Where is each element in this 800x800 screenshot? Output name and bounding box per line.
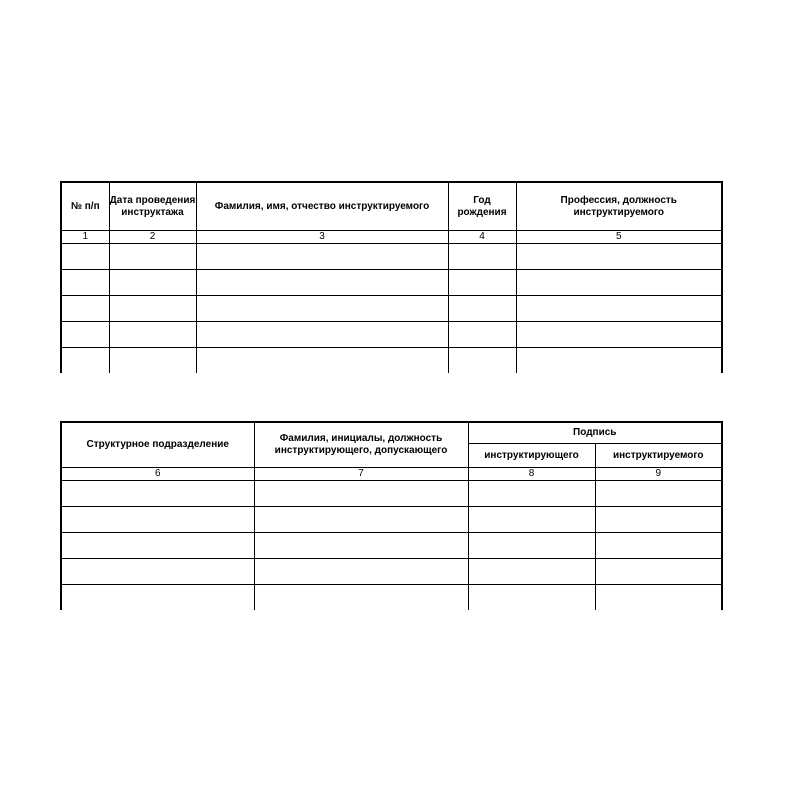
empty-cell[interactable] <box>595 507 722 533</box>
column-number: 6 <box>61 468 254 481</box>
table-row <box>61 559 722 585</box>
empty-cell[interactable] <box>254 533 468 559</box>
empty-cell[interactable] <box>516 348 722 374</box>
empty-cell[interactable] <box>468 585 595 611</box>
table-row <box>61 270 722 296</box>
empty-cell[interactable] <box>595 533 722 559</box>
empty-cell[interactable] <box>109 348 196 374</box>
header-signature-instructor: инструктирующего <box>468 444 595 468</box>
empty-cell[interactable] <box>468 507 595 533</box>
header-trainee-name: Фамилия, имя, отчество инструктируемого <box>196 182 448 231</box>
table-row <box>61 533 722 559</box>
empty-cell[interactable] <box>109 244 196 270</box>
empty-cell[interactable] <box>109 270 196 296</box>
empty-cell[interactable] <box>61 244 109 270</box>
header-signature: Подпись <box>468 422 722 444</box>
empty-cell[interactable] <box>196 322 448 348</box>
table-row <box>61 481 722 507</box>
column-number: 5 <box>516 231 722 244</box>
empty-cell[interactable] <box>61 322 109 348</box>
empty-cell[interactable] <box>595 585 722 611</box>
empty-cell[interactable] <box>448 244 516 270</box>
briefing-table-part1 <box>60 181 723 373</box>
table2-header-row <box>61 422 722 444</box>
empty-cell[interactable] <box>196 244 448 270</box>
empty-cell[interactable] <box>196 270 448 296</box>
empty-cell[interactable] <box>448 322 516 348</box>
empty-cell[interactable] <box>595 481 722 507</box>
empty-cell[interactable] <box>254 559 468 585</box>
table-row <box>61 322 722 348</box>
empty-cell[interactable] <box>516 244 722 270</box>
table2-column-numbers <box>61 468 722 481</box>
header-birth-year: Год рождения <box>448 182 516 231</box>
empty-cell[interactable] <box>468 559 595 585</box>
empty-cell[interactable] <box>254 481 468 507</box>
empty-cell[interactable] <box>61 533 254 559</box>
empty-cell[interactable] <box>254 585 468 611</box>
column-number: 9 <box>595 468 722 481</box>
empty-cell[interactable] <box>109 322 196 348</box>
empty-cell[interactable] <box>448 348 516 374</box>
empty-cell[interactable] <box>61 559 254 585</box>
briefing-table-part2 <box>60 421 723 610</box>
column-number: 8 <box>468 468 595 481</box>
empty-cell[interactable] <box>448 296 516 322</box>
empty-cell[interactable] <box>196 348 448 374</box>
empty-cell[interactable] <box>448 270 516 296</box>
table-row <box>61 296 722 322</box>
header-department: Структурное подразделение <box>61 422 254 468</box>
header-number: № п/п <box>61 182 109 231</box>
column-number: 2 <box>109 231 196 244</box>
empty-cell[interactable] <box>61 585 254 611</box>
column-number: 1 <box>61 231 109 244</box>
table-row <box>61 585 722 611</box>
empty-cell[interactable] <box>516 322 722 348</box>
header-profession: Профессия, должность инструктируемого <box>516 182 722 231</box>
empty-cell[interactable] <box>109 296 196 322</box>
empty-cell[interactable] <box>516 296 722 322</box>
column-number: 4 <box>448 231 516 244</box>
table-row <box>61 507 722 533</box>
header-briefing-date: Дата проведения инструктажа <box>109 182 196 231</box>
empty-cell[interactable] <box>516 270 722 296</box>
table1-column-numbers <box>61 231 722 244</box>
column-number: 7 <box>254 468 468 481</box>
header-signature-trainee: инструктируемого <box>595 444 722 468</box>
empty-cell[interactable] <box>61 507 254 533</box>
empty-cell[interactable] <box>468 533 595 559</box>
header-instructor-name: Фамилия, инициалы, должность инструктирующего, допускающего <box>254 422 468 468</box>
column-number: 3 <box>196 231 448 244</box>
table-row <box>61 348 722 374</box>
table1-header-row <box>61 182 722 231</box>
empty-cell[interactable] <box>61 270 109 296</box>
empty-cell[interactable] <box>61 348 109 374</box>
table-row <box>61 244 722 270</box>
empty-cell[interactable] <box>468 481 595 507</box>
empty-cell[interactable] <box>61 296 109 322</box>
empty-cell[interactable] <box>61 481 254 507</box>
empty-cell[interactable] <box>595 559 722 585</box>
empty-cell[interactable] <box>196 296 448 322</box>
empty-cell[interactable] <box>254 507 468 533</box>
